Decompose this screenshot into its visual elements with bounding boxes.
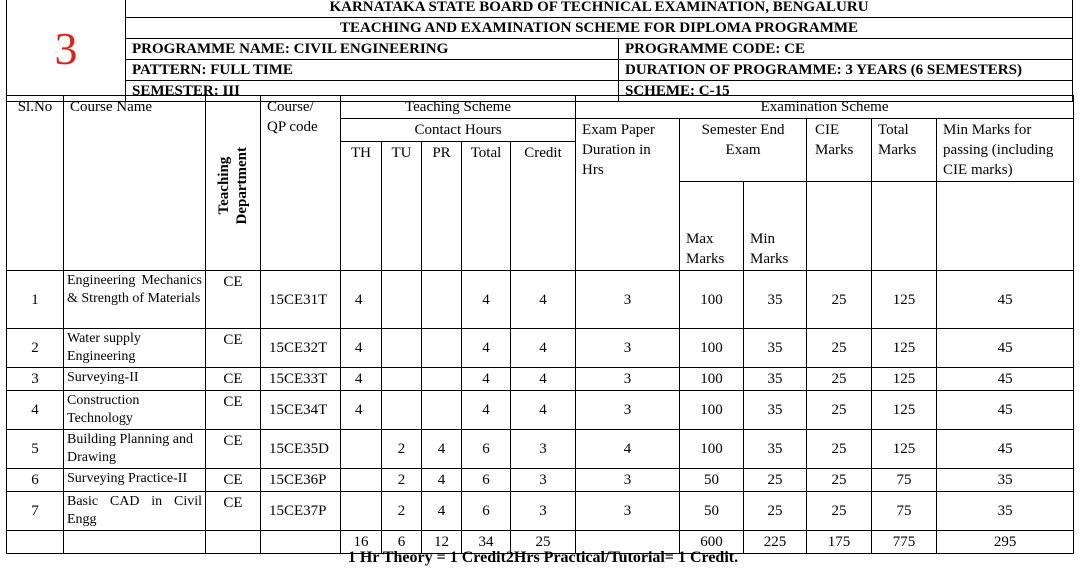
scheme-title: TEACHING AND EXAMINATION SCHEME FOR DIPLOMA PROGRAMME bbox=[126, 18, 1073, 39]
course-name: Basic CAD in Civil Engg bbox=[64, 492, 206, 531]
course-name: Surveying Practice-II bbox=[64, 469, 206, 492]
col-credit: Credit bbox=[511, 142, 576, 271]
teaching-department: CE bbox=[206, 271, 261, 329]
cell-sl: 4 bbox=[7, 391, 64, 430]
course-rows bbox=[7, 271, 1074, 531]
cell-max: 100 bbox=[680, 271, 744, 329]
cell-total: 4 bbox=[462, 391, 511, 430]
course-code: 15CE32T bbox=[261, 329, 341, 368]
cell-th: 4 bbox=[341, 391, 382, 430]
cell-th bbox=[341, 430, 382, 469]
cell-credit: 3 bbox=[511, 469, 576, 492]
cell-dur: 3 bbox=[576, 391, 680, 430]
cell-tmarks: 125 bbox=[872, 368, 937, 391]
cell-credit: 3 bbox=[511, 430, 576, 469]
teaching-department: CE bbox=[206, 329, 261, 368]
cell-tu bbox=[382, 271, 422, 329]
cell-tu bbox=[382, 368, 422, 391]
programme-name: PROGRAMME NAME: CIVIL ENGINEERING bbox=[126, 39, 619, 60]
programme-code: PROGRAMME CODE: CE bbox=[619, 39, 1073, 60]
cell-cie: 25 bbox=[807, 368, 872, 391]
teaching-department: CE bbox=[206, 469, 261, 492]
table-row bbox=[7, 368, 1074, 391]
total-max-marks: 600 bbox=[680, 531, 744, 554]
col-tu: TU bbox=[382, 142, 422, 271]
cell-max: 100 bbox=[680, 391, 744, 430]
cell-dur: 3 bbox=[576, 469, 680, 492]
col-min-marks: Min Marks bbox=[744, 182, 807, 271]
cell-th: 4 bbox=[341, 271, 382, 329]
cell-min: 35 bbox=[744, 271, 807, 329]
cell-th: 4 bbox=[341, 329, 382, 368]
total-min-marks: 225 bbox=[744, 531, 807, 554]
col-contact-hours: Contact Hours bbox=[341, 119, 576, 142]
table-row bbox=[7, 391, 1074, 430]
cell-tu: 2 bbox=[382, 430, 422, 469]
cell-pass: 45 bbox=[937, 391, 1074, 430]
cell-pass: 45 bbox=[937, 430, 1074, 469]
col-total-marks: Total Marks bbox=[872, 119, 937, 182]
semester: SEMESTER: III bbox=[126, 81, 619, 102]
scheme: SCHEME: C-15 bbox=[619, 81, 1073, 102]
cell-tmarks: 75 bbox=[872, 492, 937, 531]
programme-duration: DURATION OF PROGRAMME: 3 YEARS (6 SEMESTERS) bbox=[619, 60, 1073, 81]
board-title: KARNATAKA STATE BOARD OF TECHNICAL EXAMINATION, BENGALURU bbox=[126, 0, 1073, 18]
cell-dur: 3 bbox=[576, 329, 680, 368]
cell-pass: 45 bbox=[937, 329, 1074, 368]
cell-tu: 2 bbox=[382, 492, 422, 531]
course-name: Engineering Mechanics & Strength of Materials bbox=[64, 271, 206, 329]
cell-max: 50 bbox=[680, 492, 744, 531]
cell-max: 100 bbox=[680, 430, 744, 469]
cell-pass: 35 bbox=[937, 469, 1074, 492]
teaching-department: CE bbox=[206, 430, 261, 469]
course-code: 15CE36P bbox=[261, 469, 341, 492]
col-teaching-scheme: Teaching Scheme bbox=[341, 96, 576, 119]
cell-tmarks: 75 bbox=[872, 469, 937, 492]
cell-sl: 1 bbox=[7, 271, 64, 329]
course-name: Building Planning and Drawing bbox=[64, 430, 206, 469]
total-th: 16 bbox=[341, 531, 382, 554]
teaching-department: CE bbox=[206, 368, 261, 391]
cell-pr bbox=[422, 368, 462, 391]
cell-dur: 3 bbox=[576, 492, 680, 531]
col-cie-marks: CIE Marks bbox=[807, 119, 872, 182]
cell-tmarks: 125 bbox=[872, 391, 937, 430]
teaching-department: CE bbox=[206, 492, 261, 531]
credit-note: 1 Hr Theory = 1 Credit2Hrs Practical/Tutorial= 1 Credit. bbox=[347, 549, 739, 566]
cell-min: 35 bbox=[744, 368, 807, 391]
semester-number: 3 bbox=[7, 0, 126, 102]
cell-tmarks: 125 bbox=[872, 329, 937, 368]
table-row bbox=[7, 430, 1074, 469]
cell-pr bbox=[422, 391, 462, 430]
cell-min: 25 bbox=[744, 469, 807, 492]
course-code: 15CE37P bbox=[261, 492, 341, 531]
cell-pr: 4 bbox=[422, 469, 462, 492]
cell-tu: 2 bbox=[382, 469, 422, 492]
col-teaching-department: Teaching Department bbox=[206, 96, 261, 271]
col-exam-duration: Exam Paper Duration in Hrs bbox=[576, 119, 680, 271]
cell-pr: 4 bbox=[422, 492, 462, 531]
cell-min: 35 bbox=[744, 391, 807, 430]
cell-pass: 35 bbox=[937, 492, 1074, 531]
cell-cie: 25 bbox=[807, 329, 872, 368]
cell-tu bbox=[382, 329, 422, 368]
col-semester-end-exam: Semester End Exam bbox=[680, 119, 807, 182]
cell-total: 6 bbox=[462, 469, 511, 492]
cell-cie: 25 bbox=[807, 391, 872, 430]
cell-total: 4 bbox=[462, 368, 511, 391]
cell-max: 100 bbox=[680, 368, 744, 391]
cell-th bbox=[341, 492, 382, 531]
cell-min: 25 bbox=[744, 492, 807, 531]
total-min-passing: 295 bbox=[937, 531, 1074, 554]
cell-min: 35 bbox=[744, 329, 807, 368]
cell-credit: 4 bbox=[511, 368, 576, 391]
cell-pr bbox=[422, 329, 462, 368]
cell-sl: 3 bbox=[7, 368, 64, 391]
course-code: 15CE35D bbox=[261, 430, 341, 469]
cell-cie: 25 bbox=[807, 271, 872, 329]
cell-max: 50 bbox=[680, 469, 744, 492]
cell-sl: 6 bbox=[7, 469, 64, 492]
cell-credit: 4 bbox=[511, 271, 576, 329]
course-name: Water supply Engineering bbox=[64, 329, 206, 368]
cell-th: 4 bbox=[341, 368, 382, 391]
cell-tu bbox=[382, 391, 422, 430]
cell-min: 35 bbox=[744, 430, 807, 469]
course-code: 15CE34T bbox=[261, 391, 341, 430]
pattern: PATTERN: FULL TIME bbox=[126, 60, 619, 81]
cell-cie: 25 bbox=[807, 469, 872, 492]
cell-dur: 3 bbox=[576, 271, 680, 329]
cell-sl: 2 bbox=[7, 329, 64, 368]
table-row bbox=[7, 492, 1074, 531]
course-code: 15CE31T bbox=[261, 271, 341, 329]
cell-total: 6 bbox=[462, 430, 511, 469]
col-course-code: Course/ QP code bbox=[261, 96, 341, 271]
cell-pr: 4 bbox=[422, 430, 462, 469]
col-th: TH bbox=[341, 142, 382, 271]
total-tu: 6 bbox=[382, 531, 422, 554]
col-pr: PR bbox=[422, 142, 462, 271]
cell-sl: 5 bbox=[7, 430, 64, 469]
col-examination-scheme: Examination Scheme bbox=[576, 96, 1074, 119]
total-hours: 34 bbox=[462, 531, 511, 554]
cell-dur: 3 bbox=[576, 368, 680, 391]
col-course-name: Course Name bbox=[64, 96, 206, 271]
cell-total: 4 bbox=[462, 271, 511, 329]
cell-pass: 45 bbox=[937, 271, 1074, 329]
teaching-department: CE bbox=[206, 391, 261, 430]
cell-cie: 25 bbox=[807, 430, 872, 469]
table-row bbox=[7, 469, 1074, 492]
cell-max: 100 bbox=[680, 329, 744, 368]
cell-sl: 7 bbox=[7, 492, 64, 531]
col-max-marks: Max Marks bbox=[680, 182, 744, 271]
cell-credit: 4 bbox=[511, 391, 576, 430]
total-cie-marks: 175 bbox=[807, 531, 872, 554]
cell-tmarks: 125 bbox=[872, 271, 937, 329]
col-slno: Sl.No bbox=[7, 96, 64, 271]
cell-tmarks: 125 bbox=[872, 430, 937, 469]
col-total: Total bbox=[462, 142, 511, 271]
table-row bbox=[7, 271, 1074, 329]
cell-credit: 4 bbox=[511, 329, 576, 368]
table-row bbox=[7, 329, 1074, 368]
header-table bbox=[6, 0, 1073, 102]
cell-credit: 3 bbox=[511, 492, 576, 531]
course-name: Surveying-II bbox=[64, 368, 206, 391]
col-min-passing: Min Marks for passing (including CIE marks) bbox=[937, 119, 1074, 182]
total-credit: 25 bbox=[511, 531, 576, 554]
cell-cie: 25 bbox=[807, 492, 872, 531]
total-total-marks: 775 bbox=[872, 531, 937, 554]
cell-pass: 45 bbox=[937, 368, 1074, 391]
cell-pr bbox=[422, 271, 462, 329]
course-name: Construction Technology bbox=[64, 391, 206, 430]
total-pr: 12 bbox=[422, 531, 462, 554]
course-code: 15CE33T bbox=[261, 368, 341, 391]
scheme-table bbox=[6, 95, 1074, 554]
cell-dur: 4 bbox=[576, 430, 680, 469]
cell-th bbox=[341, 469, 382, 492]
cell-total: 4 bbox=[462, 329, 511, 368]
cell-total: 6 bbox=[462, 492, 511, 531]
